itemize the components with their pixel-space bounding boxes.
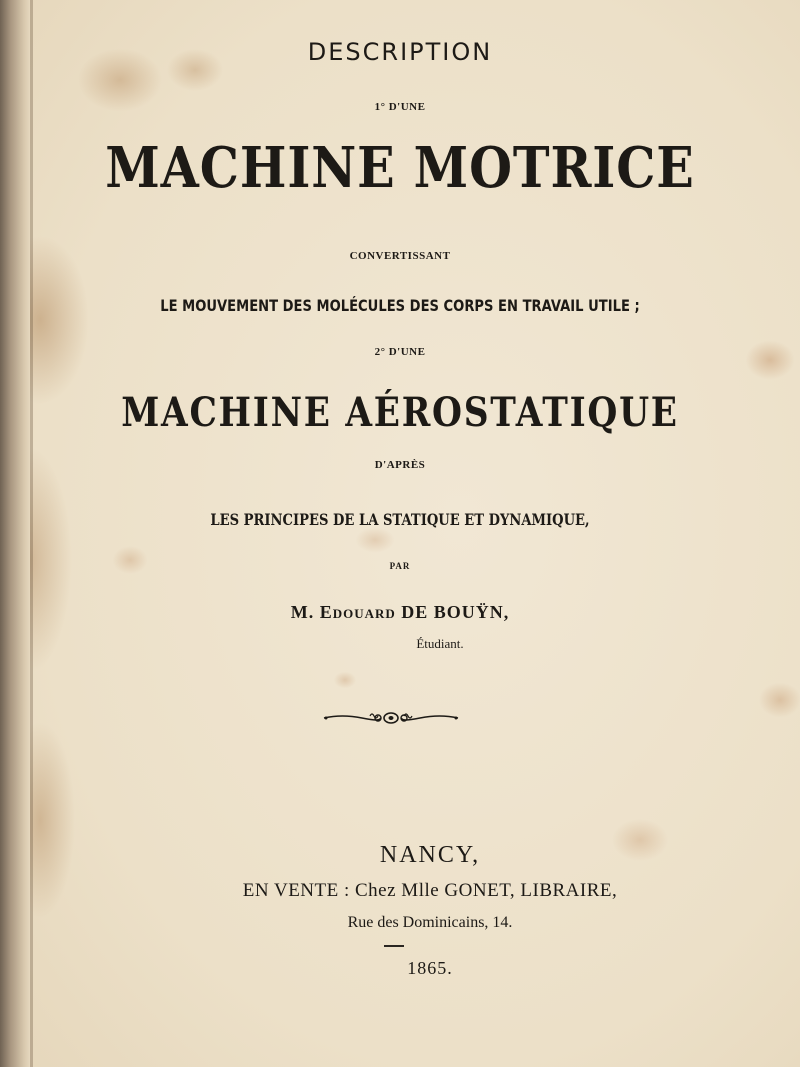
heading-description: DESCRIPTION [307, 38, 493, 66]
short-rule-divider [384, 945, 404, 947]
item-two-label: 2° D'UNE [374, 346, 426, 358]
subtitle-mouvement: LE MOUVEMENT DES MOLÉCULES DES CORPS EN TRAVAIL UTILE ; [160, 296, 640, 315]
imprint-year: 1865. [407, 958, 453, 978]
par-label: PAR [389, 561, 411, 571]
ornament-divider-icon [322, 708, 460, 728]
d-apres-label: D'APRÈS [374, 459, 426, 471]
main-title-machine-motrice: MACHINE MOTRICE [105, 135, 695, 201]
subtitle-principes: LES PRINCIPES DE LA STATIQUE ET DYNAMIQUE, [210, 510, 590, 529]
author-name: M. Edouard DE BOUŸN, [290, 602, 510, 622]
book-spine-edge [0, 0, 30, 1067]
main-title-machine-aerostatique: MACHINE AÉROSTATIQUE [121, 389, 679, 436]
imprint-sale: EN VENTE : Chez Mlle GONET, LIBRAIRE, [242, 880, 618, 901]
imprint-city: NANCY, [379, 842, 481, 868]
page-gutter-shadow [30, 0, 33, 1067]
item-one-label: 1° D'UNE [374, 101, 426, 113]
imprint-address: Rue des Dominicains, 14. [347, 914, 513, 931]
convertissant-label: CONVERTISSANT [349, 250, 451, 262]
author-role: Étudiant. [416, 636, 464, 651]
